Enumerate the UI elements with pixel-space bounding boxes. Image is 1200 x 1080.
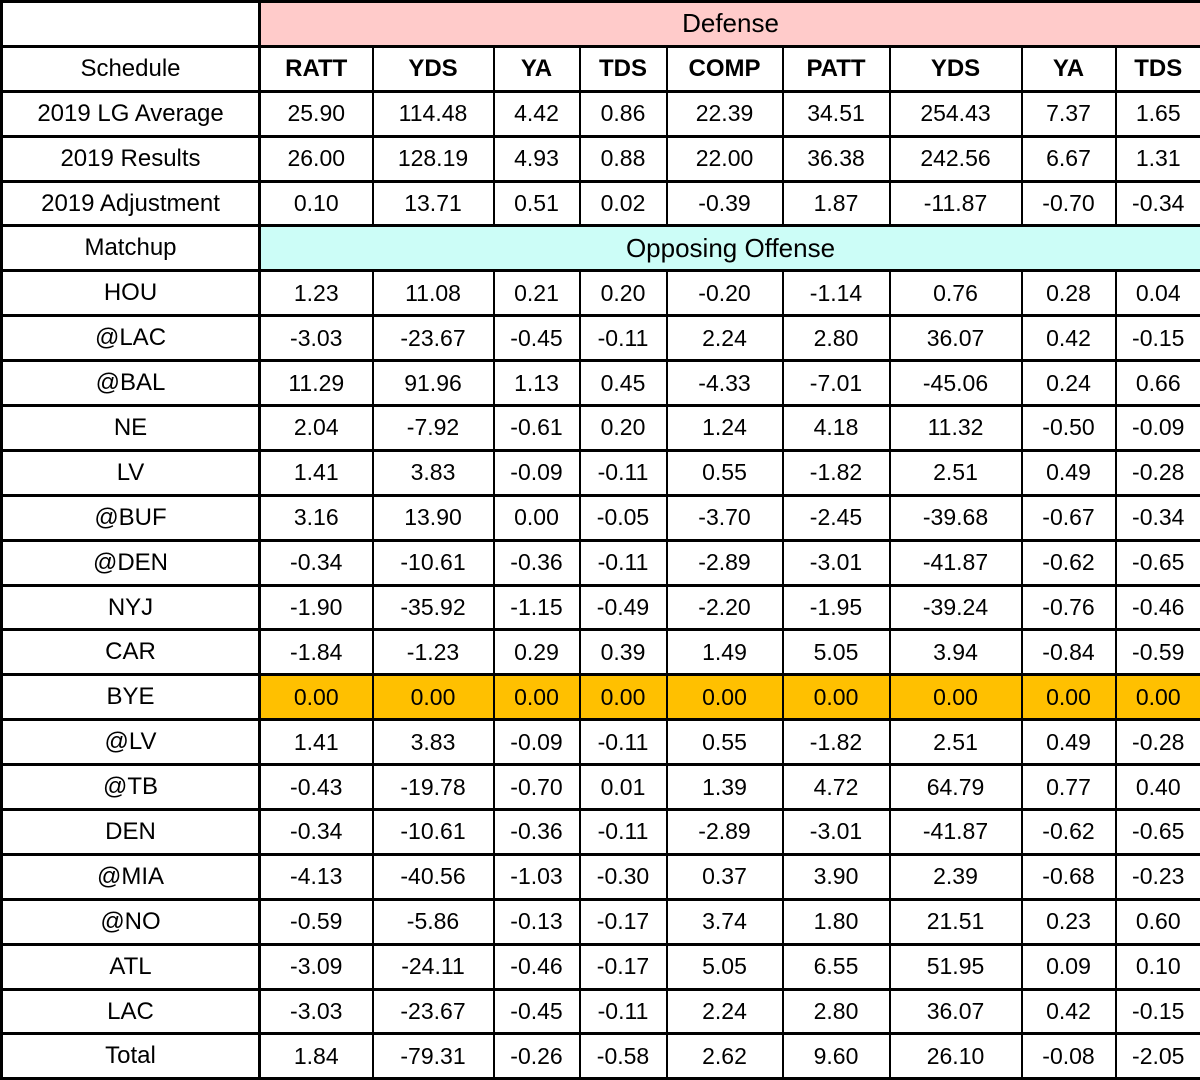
- table-row-lv: [2, 450, 1200, 495]
- cell[interactable]: -0.23: [1116, 854, 1200, 899]
- row-label[interactable]: HOU: [2, 271, 260, 316]
- row-label[interactable]: LV: [2, 450, 260, 495]
- cell[interactable]: 0.60: [1116, 899, 1200, 944]
- row-label[interactable]: LAC: [2, 989, 260, 1034]
- cell[interactable]: 0.00: [1022, 675, 1116, 720]
- cell[interactable]: -0.36: [494, 540, 580, 585]
- cell[interactable]: 2.51: [890, 720, 1022, 765]
- cell[interactable]: 11.08: [373, 271, 494, 316]
- cell[interactable]: -1.95: [783, 585, 890, 630]
- cell[interactable]: -19.78: [373, 765, 494, 810]
- offense-banner-row: [2, 226, 1200, 271]
- cell[interactable]: 36.07: [890, 989, 1022, 1034]
- cell[interactable]: -11.87: [890, 181, 1022, 226]
- cell[interactable]: 26.10: [890, 1034, 1022, 1079]
- row-label[interactable]: @MIA: [2, 854, 260, 899]
- cell[interactable]: 0.77: [1022, 765, 1116, 810]
- cell[interactable]: -3.03: [260, 316, 373, 361]
- cell[interactable]: 13.71: [373, 181, 494, 226]
- cell[interactable]: -2.05: [1116, 1034, 1200, 1079]
- cell[interactable]: 254.43: [890, 91, 1022, 136]
- row-label[interactable]: @BUF: [2, 495, 260, 540]
- cell[interactable]: 0.10: [1116, 944, 1200, 989]
- cell[interactable]: -0.26: [494, 1034, 580, 1079]
- col-header-patt[interactable]: PATT: [783, 46, 890, 91]
- row-label[interactable]: CAR: [2, 630, 260, 675]
- cell[interactable]: 1.31: [1116, 136, 1200, 181]
- cell[interactable]: -0.28: [1116, 450, 1200, 495]
- cell[interactable]: 6.67: [1022, 136, 1116, 181]
- cell[interactable]: 0.45: [580, 361, 667, 406]
- table-row-at-lv: [2, 720, 1200, 765]
- cell[interactable]: 5.05: [783, 630, 890, 675]
- cell[interactable]: 0.42: [1022, 316, 1116, 361]
- cell[interactable]: 25.90: [260, 91, 373, 136]
- cell[interactable]: -0.34: [260, 540, 373, 585]
- cell[interactable]: 0.37: [667, 854, 783, 899]
- cell[interactable]: -3.01: [783, 810, 890, 855]
- row-label[interactable]: NE: [2, 406, 260, 451]
- col-header-ratt[interactable]: RATT: [260, 46, 373, 91]
- cell[interactable]: 1.80: [783, 899, 890, 944]
- cell[interactable]: -0.15: [1116, 989, 1200, 1034]
- cell[interactable]: -0.46: [1116, 585, 1200, 630]
- cell[interactable]: -0.11: [580, 316, 667, 361]
- cell[interactable]: -1.03: [494, 854, 580, 899]
- cell[interactable]: -3.09: [260, 944, 373, 989]
- table-row-car: [2, 630, 1200, 675]
- cell[interactable]: 3.83: [373, 720, 494, 765]
- cell[interactable]: -4.33: [667, 361, 783, 406]
- cell[interactable]: 128.19: [373, 136, 494, 181]
- cell[interactable]: -0.13: [494, 899, 580, 944]
- cell[interactable]: 0.04: [1116, 271, 1200, 316]
- cell[interactable]: 3.83: [373, 450, 494, 495]
- cell[interactable]: 22.39: [667, 91, 783, 136]
- cell[interactable]: 1.49: [667, 630, 783, 675]
- cell[interactable]: 0.09: [1022, 944, 1116, 989]
- cell[interactable]: 2.04: [260, 406, 373, 451]
- cell[interactable]: -41.87: [890, 540, 1022, 585]
- cell[interactable]: -0.11: [580, 720, 667, 765]
- cell[interactable]: -0.46: [494, 944, 580, 989]
- cell[interactable]: -0.36: [494, 810, 580, 855]
- cell[interactable]: 26.00: [260, 136, 373, 181]
- cell[interactable]: 0.51: [494, 181, 580, 226]
- cell[interactable]: 91.96: [373, 361, 494, 406]
- cell[interactable]: 2.24: [667, 316, 783, 361]
- cell[interactable]: -0.62: [1022, 540, 1116, 585]
- cell[interactable]: -0.58: [580, 1034, 667, 1079]
- cell[interactable]: -0.34: [1116, 181, 1200, 226]
- cell[interactable]: -45.06: [890, 361, 1022, 406]
- cell[interactable]: 0.39: [580, 630, 667, 675]
- cell[interactable]: 0.40: [1116, 765, 1200, 810]
- cell[interactable]: 0.66: [1116, 361, 1200, 406]
- cell[interactable]: 4.93: [494, 136, 580, 181]
- cell[interactable]: 0.01: [580, 765, 667, 810]
- table-row-at-buf: [2, 495, 1200, 540]
- cell[interactable]: -39.24: [890, 585, 1022, 630]
- cell[interactable]: 114.48: [373, 91, 494, 136]
- cell[interactable]: -0.30: [580, 854, 667, 899]
- table-row-hou: [2, 271, 1200, 316]
- cell[interactable]: 22.00: [667, 136, 783, 181]
- cell[interactable]: 0.88: [580, 136, 667, 181]
- cell[interactable]: -1.15: [494, 585, 580, 630]
- cell[interactable]: 0.00: [1116, 675, 1200, 720]
- table-row-total: [2, 1034, 1200, 1079]
- cell[interactable]: 4.18: [783, 406, 890, 451]
- cell[interactable]: -4.13: [260, 854, 373, 899]
- cell[interactable]: 36.38: [783, 136, 890, 181]
- cell[interactable]: 0.00: [890, 675, 1022, 720]
- row-label[interactable]: @DEN: [2, 540, 260, 585]
- cell[interactable]: -0.11: [580, 989, 667, 1034]
- cell[interactable]: 13.90: [373, 495, 494, 540]
- col-header-yds-rush[interactable]: YDS: [373, 46, 494, 91]
- cell[interactable]: 1.87: [783, 181, 890, 226]
- table-row-den: [2, 810, 1200, 855]
- cell[interactable]: 64.79: [890, 765, 1022, 810]
- table-row-2019-results: [2, 136, 1200, 181]
- cell[interactable]: 3.74: [667, 899, 783, 944]
- col-header-comp[interactable]: COMP: [667, 46, 783, 91]
- col-header-tds-rush[interactable]: TDS: [580, 46, 667, 91]
- table-row-at-den: [2, 540, 1200, 585]
- cell[interactable]: 1.39: [667, 765, 783, 810]
- cell[interactable]: -0.59: [1116, 630, 1200, 675]
- cell[interactable]: -0.59: [260, 899, 373, 944]
- cell[interactable]: -0.70: [494, 765, 580, 810]
- cell[interactable]: 0.00: [260, 675, 373, 720]
- col-header-ya-rush[interactable]: YA: [494, 46, 580, 91]
- cell[interactable]: -0.11: [580, 450, 667, 495]
- cell[interactable]: -2.89: [667, 540, 783, 585]
- cell[interactable]: 11.32: [890, 406, 1022, 451]
- cell[interactable]: 1.41: [260, 720, 373, 765]
- cell[interactable]: -0.11: [580, 540, 667, 585]
- row-label[interactable]: @LAC: [2, 316, 260, 361]
- cell[interactable]: -0.08: [1022, 1034, 1116, 1079]
- cell[interactable]: 0.00: [783, 675, 890, 720]
- cell[interactable]: 0.42: [1022, 989, 1116, 1034]
- cell[interactable]: -7.92: [373, 406, 494, 451]
- row-label[interactable]: @NO: [2, 899, 260, 944]
- cell[interactable]: 242.56: [890, 136, 1022, 181]
- table-row-bye: [2, 675, 1200, 720]
- cell[interactable]: 1.84: [260, 1034, 373, 1079]
- cell[interactable]: -1.23: [373, 630, 494, 675]
- cell[interactable]: 6.55: [783, 944, 890, 989]
- row-label[interactable]: 2019 Results: [2, 136, 260, 181]
- cell[interactable]: 5.05: [667, 944, 783, 989]
- cell[interactable]: -1.14: [783, 271, 890, 316]
- cell[interactable]: 2.80: [783, 989, 890, 1034]
- cell[interactable]: 0.55: [667, 720, 783, 765]
- cell[interactable]: -0.65: [1116, 810, 1200, 855]
- cell[interactable]: -41.87: [890, 810, 1022, 855]
- cell[interactable]: 0.02: [580, 181, 667, 226]
- cell[interactable]: -2.20: [667, 585, 783, 630]
- table-row-nyj: [2, 585, 1200, 630]
- cell[interactable]: -1.90: [260, 585, 373, 630]
- cell[interactable]: -0.05: [580, 495, 667, 540]
- row-label[interactable]: @LV: [2, 720, 260, 765]
- row-label[interactable]: 2019 Adjustment: [2, 181, 260, 226]
- cell[interactable]: -10.61: [373, 810, 494, 855]
- table-row-at-bal: [2, 361, 1200, 406]
- cell[interactable]: 0.00: [667, 675, 783, 720]
- cell[interactable]: -1.82: [783, 450, 890, 495]
- cell[interactable]: 4.72: [783, 765, 890, 810]
- cell[interactable]: -0.34: [260, 810, 373, 855]
- cell[interactable]: 3.16: [260, 495, 373, 540]
- cell[interactable]: 2.62: [667, 1034, 783, 1079]
- table-row-at-no: [2, 899, 1200, 944]
- cell[interactable]: -40.56: [373, 854, 494, 899]
- cell[interactable]: 36.07: [890, 316, 1022, 361]
- row-label[interactable]: DEN: [2, 810, 260, 855]
- cell[interactable]: -3.03: [260, 989, 373, 1034]
- cell[interactable]: 3.94: [890, 630, 1022, 675]
- cell[interactable]: 1.23: [260, 271, 373, 316]
- cell[interactable]: 0.49: [1022, 720, 1116, 765]
- cell[interactable]: -0.09: [494, 720, 580, 765]
- cell[interactable]: -0.09: [1116, 406, 1200, 451]
- row-label[interactable]: ATL: [2, 944, 260, 989]
- cell[interactable]: 0.20: [580, 406, 667, 451]
- cell[interactable]: -0.09: [494, 450, 580, 495]
- cell[interactable]: -7.01: [783, 361, 890, 406]
- empty-corner-cell[interactable]: [2, 2, 260, 47]
- cell[interactable]: -1.82: [783, 720, 890, 765]
- cell[interactable]: 0.00: [580, 675, 667, 720]
- cell[interactable]: 0.10: [260, 181, 373, 226]
- schedule-header-cell[interactable]: Schedule: [2, 46, 260, 91]
- cell[interactable]: -2.89: [667, 810, 783, 855]
- cell[interactable]: 0.21: [494, 271, 580, 316]
- row-label[interactable]: 2019 LG Average: [2, 91, 260, 136]
- cell[interactable]: -0.68: [1022, 854, 1116, 899]
- cell[interactable]: 0.28: [1022, 271, 1116, 316]
- cell[interactable]: -23.67: [373, 989, 494, 1034]
- cell[interactable]: 0.23: [1022, 899, 1116, 944]
- cell[interactable]: 11.29: [260, 361, 373, 406]
- row-label[interactable]: NYJ: [2, 585, 260, 630]
- col-header-yds-pass[interactable]: YDS: [890, 46, 1022, 91]
- table-row-at-lac: [2, 316, 1200, 361]
- cell[interactable]: -10.61: [373, 540, 494, 585]
- table-row-2019-adjustment: [2, 181, 1200, 226]
- cell[interactable]: -35.92: [373, 585, 494, 630]
- cell[interactable]: -0.43: [260, 765, 373, 810]
- cell[interactable]: -0.15: [1116, 316, 1200, 361]
- cell[interactable]: 2.80: [783, 316, 890, 361]
- table-row-at-tb: [2, 765, 1200, 810]
- cell[interactable]: -0.84: [1022, 630, 1116, 675]
- cell[interactable]: -0.62: [1022, 810, 1116, 855]
- cell[interactable]: -2.45: [783, 495, 890, 540]
- cell[interactable]: 7.37: [1022, 91, 1116, 136]
- cell[interactable]: 0.86: [580, 91, 667, 136]
- column-header-row: [2, 46, 1200, 91]
- cell[interactable]: -0.65: [1116, 540, 1200, 585]
- cell[interactable]: 0.20: [580, 271, 667, 316]
- opposing-offense-banner[interactable]: Opposing Offense: [260, 226, 1200, 271]
- cell[interactable]: -0.39: [667, 181, 783, 226]
- cell[interactable]: 0.55: [667, 450, 783, 495]
- cell[interactable]: -39.68: [890, 495, 1022, 540]
- table-row-lac: [2, 989, 1200, 1034]
- table-row-at-mia: [2, 854, 1200, 899]
- cell[interactable]: 0.24: [1022, 361, 1116, 406]
- defense-banner-row: [2, 2, 1200, 47]
- cell[interactable]: -0.67: [1022, 495, 1116, 540]
- cell[interactable]: 9.60: [783, 1034, 890, 1079]
- cell[interactable]: 21.51: [890, 899, 1022, 944]
- cell[interactable]: -0.34: [1116, 495, 1200, 540]
- defense-banner[interactable]: Defense: [260, 2, 1200, 47]
- cell[interactable]: 2.39: [890, 854, 1022, 899]
- row-label[interactable]: @TB: [2, 765, 260, 810]
- cell[interactable]: -1.84: [260, 630, 373, 675]
- cell[interactable]: -3.70: [667, 495, 783, 540]
- cell[interactable]: 0.00: [494, 495, 580, 540]
- cell[interactable]: 1.13: [494, 361, 580, 406]
- cell[interactable]: 51.95: [890, 944, 1022, 989]
- cell[interactable]: 0.00: [373, 675, 494, 720]
- cell[interactable]: -0.17: [580, 944, 667, 989]
- cell[interactable]: -23.67: [373, 316, 494, 361]
- cell[interactable]: 3.90: [783, 854, 890, 899]
- row-label[interactable]: BYE: [2, 675, 260, 720]
- table-row-lg-average: [2, 91, 1200, 136]
- cell[interactable]: -0.76: [1022, 585, 1116, 630]
- col-header-ya-pass[interactable]: YA: [1022, 46, 1116, 91]
- row-label[interactable]: @BAL: [2, 361, 260, 406]
- row-label[interactable]: Total: [2, 1034, 260, 1079]
- cell[interactable]: -0.28: [1116, 720, 1200, 765]
- cell[interactable]: -0.70: [1022, 181, 1116, 226]
- cell[interactable]: -0.45: [494, 316, 580, 361]
- cell[interactable]: 0.49: [1022, 450, 1116, 495]
- cell[interactable]: -3.01: [783, 540, 890, 585]
- cell[interactable]: -79.31: [373, 1034, 494, 1079]
- cell[interactable]: 0.00: [494, 675, 580, 720]
- cell[interactable]: 4.42: [494, 91, 580, 136]
- cell[interactable]: 34.51: [783, 91, 890, 136]
- cell[interactable]: -24.11: [373, 944, 494, 989]
- cell[interactable]: -0.50: [1022, 406, 1116, 451]
- cell[interactable]: 1.41: [260, 450, 373, 495]
- matchup-header-cell[interactable]: Matchup: [2, 226, 260, 271]
- cell[interactable]: -0.49: [580, 585, 667, 630]
- cell[interactable]: 1.24: [667, 406, 783, 451]
- cell[interactable]: -0.20: [667, 271, 783, 316]
- cell[interactable]: -0.17: [580, 899, 667, 944]
- cell[interactable]: -0.11: [580, 810, 667, 855]
- cell[interactable]: 2.51: [890, 450, 1022, 495]
- cell[interactable]: -5.86: [373, 899, 494, 944]
- table-row-ne: [2, 406, 1200, 451]
- cell[interactable]: -0.61: [494, 406, 580, 451]
- cell[interactable]: 0.76: [890, 271, 1022, 316]
- cell[interactable]: 1.65: [1116, 91, 1200, 136]
- table-row-atl: [2, 944, 1200, 989]
- cell[interactable]: -0.45: [494, 989, 580, 1034]
- cell[interactable]: 0.29: [494, 630, 580, 675]
- col-header-tds-pass[interactable]: TDS: [1116, 46, 1200, 91]
- cell[interactable]: 2.24: [667, 989, 783, 1034]
